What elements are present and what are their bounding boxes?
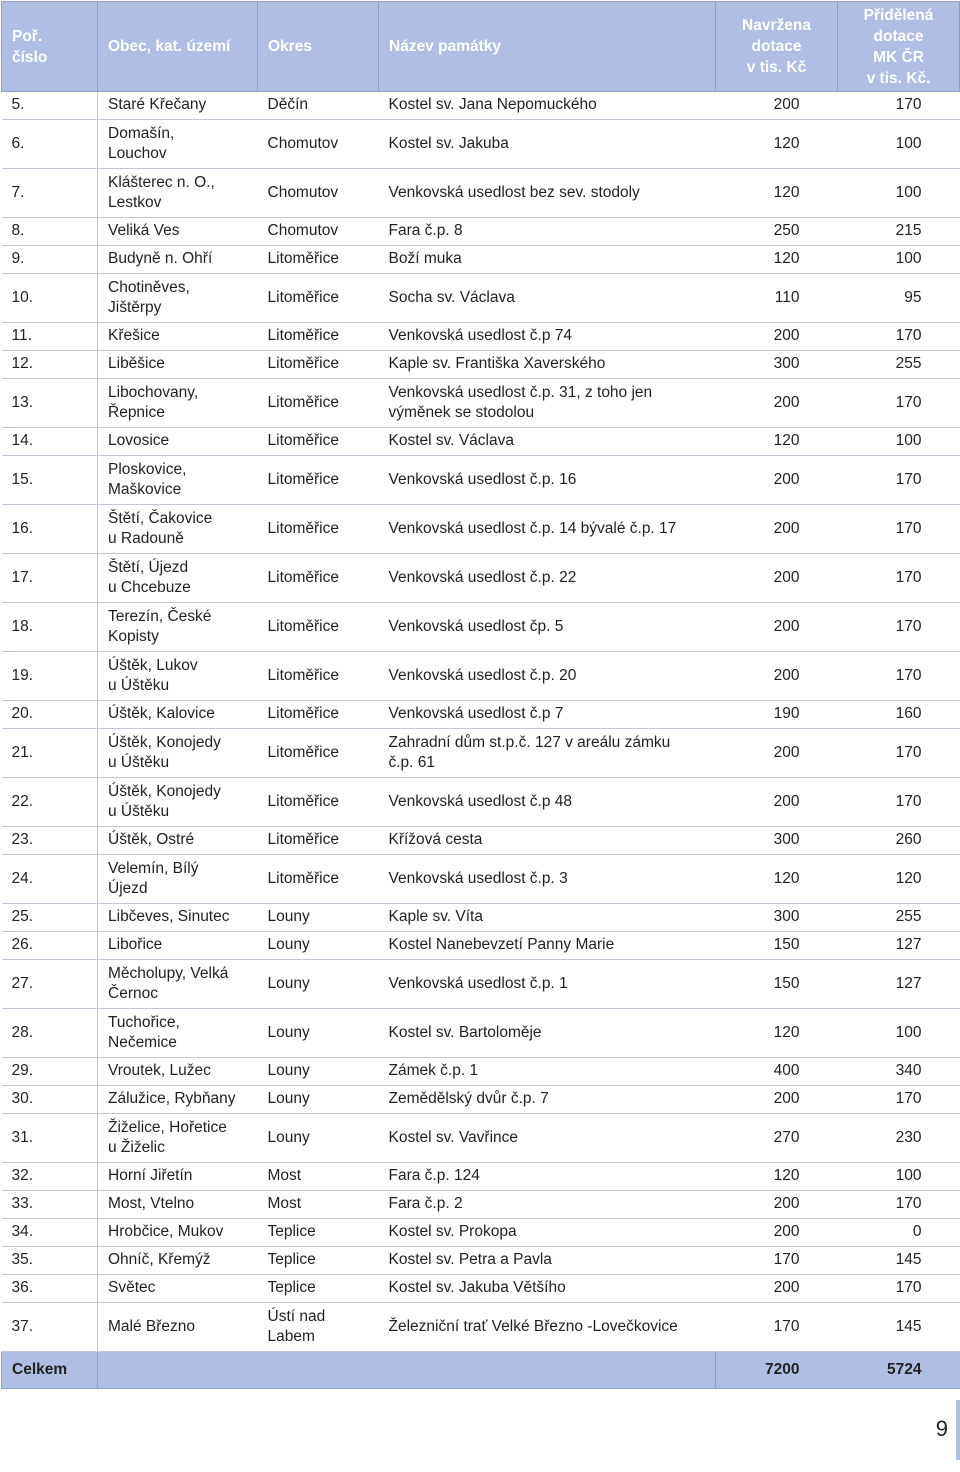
table-row (2, 1191, 960, 1219)
cell-no: 21. (2, 729, 98, 778)
cell-no: 8. (2, 218, 98, 246)
cell-navrzena: 200 (716, 603, 838, 652)
cell-navrzena: 300 (716, 904, 838, 932)
cell-okres: Louny (258, 904, 379, 932)
table-body (2, 92, 960, 1352)
cell-okres: Louny (258, 1086, 379, 1114)
cell-navrzena: 150 (716, 932, 838, 960)
table-row (2, 246, 960, 274)
cell-obec: Ploskovice, Maškovice (98, 456, 258, 505)
cell-pridelena: 127 (838, 960, 960, 1009)
cell-pridelena: 170 (838, 379, 960, 428)
cell-no: 20. (2, 701, 98, 729)
page-tab-marker (956, 1400, 960, 1460)
cell-okres: Louny (258, 1009, 379, 1058)
cell-okres: Litoměřice (258, 778, 379, 827)
table-row (2, 652, 960, 701)
cell-obec: Libčeves, Sinutec (98, 904, 258, 932)
cell-pridelena: 145 (838, 1247, 960, 1275)
cell-no: 10. (2, 274, 98, 323)
cell-navrzena: 150 (716, 960, 838, 1009)
cell-pridelena: 170 (838, 729, 960, 778)
cell-okres: Chomutov (258, 120, 379, 169)
header-navrzena: Navržena dotace v tis. Kč (716, 2, 838, 92)
cell-navrzena: 200 (716, 1275, 838, 1303)
cell-obec: Lovosice (98, 428, 258, 456)
cell-obec: Ohníč, Křemýž (98, 1247, 258, 1275)
cell-pridelena: 95 (838, 274, 960, 323)
cell-nazev: Venkovská usedlost č.p. 16 (379, 456, 716, 505)
cell-pridelena: 120 (838, 855, 960, 904)
cell-nazev: Venkovská usedlost č.p. 22 (379, 554, 716, 603)
table-row (2, 1114, 960, 1163)
cell-nazev: Socha sv. Václava (379, 274, 716, 323)
cell-navrzena: 200 (716, 379, 838, 428)
cell-pridelena: 170 (838, 778, 960, 827)
cell-pridelena: 100 (838, 169, 960, 218)
cell-no: 36. (2, 1275, 98, 1303)
cell-nazev: Venkovská usedlost čp. 5 (379, 603, 716, 652)
cell-navrzena: 120 (716, 428, 838, 456)
cell-no: 32. (2, 1163, 98, 1191)
cell-no: 30. (2, 1086, 98, 1114)
table-row (2, 351, 960, 379)
cell-no: 25. (2, 904, 98, 932)
cell-navrzena: 200 (716, 456, 838, 505)
cell-pridelena: 255 (838, 904, 960, 932)
cell-nazev: Kostel sv. Václava (379, 428, 716, 456)
cell-navrzena: 200 (716, 1086, 838, 1114)
cell-nazev: Venkovská usedlost č.p. 3 (379, 855, 716, 904)
cell-obec: Křešice (98, 323, 258, 351)
cell-pridelena: 215 (838, 218, 960, 246)
cell-no: 34. (2, 1219, 98, 1247)
cell-navrzena: 200 (716, 729, 838, 778)
cell-no: 14. (2, 428, 98, 456)
table-row (2, 505, 960, 554)
cell-no: 18. (2, 603, 98, 652)
cell-navrzena: 120 (716, 169, 838, 218)
cell-pridelena: 160 (838, 701, 960, 729)
cell-nazev: Venkovská usedlost č.p 74 (379, 323, 716, 351)
cell-okres: Teplice (258, 1275, 379, 1303)
cell-obec: Veliká Ves (98, 218, 258, 246)
table-row (2, 1058, 960, 1086)
cell-obec: Žiželice, Hořetice u Žiželic (98, 1114, 258, 1163)
cell-okres: Most (258, 1191, 379, 1219)
cell-navrzena: 250 (716, 218, 838, 246)
table-row (2, 1247, 960, 1275)
cell-navrzena: 120 (716, 1163, 838, 1191)
cell-nazev: Křížová cesta (379, 827, 716, 855)
cell-pridelena: 170 (838, 554, 960, 603)
table-row (2, 701, 960, 729)
cell-pridelena: 100 (838, 246, 960, 274)
cell-okres: Litoměřice (258, 554, 379, 603)
cell-no: 11. (2, 323, 98, 351)
cell-no: 29. (2, 1058, 98, 1086)
table-row (2, 323, 960, 351)
cell-okres: Chomutov (258, 218, 379, 246)
cell-nazev: Kaple sv. Františka Xaverského (379, 351, 716, 379)
cell-no: 15. (2, 456, 98, 505)
cell-pridelena: 230 (838, 1114, 960, 1163)
cell-nazev: Kostel sv. Vavřince (379, 1114, 716, 1163)
cell-obec: Domašín, Louchov (98, 120, 258, 169)
cell-nazev: Boží muka (379, 246, 716, 274)
cell-no: 22. (2, 778, 98, 827)
cell-navrzena: 120 (716, 120, 838, 169)
cell-okres: Litoměřice (258, 827, 379, 855)
table-row (2, 1163, 960, 1191)
cell-nazev: Venkovská usedlost č.p. 1 (379, 960, 716, 1009)
cell-nazev: Zámek č.p. 1 (379, 1058, 716, 1086)
cell-no: 16. (2, 505, 98, 554)
cell-obec: Tuchořice, Nečemice (98, 1009, 258, 1058)
cell-pridelena: 255 (838, 351, 960, 379)
cell-nazev: Venkovská usedlost č.p 7 (379, 701, 716, 729)
cell-pridelena: 170 (838, 92, 960, 120)
cell-okres: Louny (258, 932, 379, 960)
cell-okres: Litoměřice (258, 246, 379, 274)
table-row (2, 274, 960, 323)
cell-obec: Klášterec n. O., Lestkov (98, 169, 258, 218)
cell-nazev: Kostel sv. Jakuba (379, 120, 716, 169)
cell-obec: Budyně n. Ohří (98, 246, 258, 274)
cell-no: 5. (2, 92, 98, 120)
table-row (2, 729, 960, 778)
cell-obec: Zálužice, Rybňany (98, 1086, 258, 1114)
cell-obec: Úštěk, Ostré (98, 827, 258, 855)
grant-table (1, 1, 960, 1389)
cell-navrzena: 200 (716, 92, 838, 120)
header-pridelena: Přidělená dotace MK ČR v tis. Kč. (838, 2, 960, 92)
cell-okres: Litoměřice (258, 428, 379, 456)
cell-no: 35. (2, 1247, 98, 1275)
cell-okres: Litoměřice (258, 274, 379, 323)
header-obec: Obec, kat. území (98, 2, 258, 92)
cell-obec: Malé Březno (98, 1303, 258, 1352)
table-row (2, 960, 960, 1009)
cell-no: 31. (2, 1114, 98, 1163)
cell-navrzena: 300 (716, 827, 838, 855)
cell-navrzena: 200 (716, 554, 838, 603)
cell-nazev: Kostel sv. Petra a Pavla (379, 1247, 716, 1275)
cell-okres: Litoměřice (258, 456, 379, 505)
cell-obec: Libochovany, Řepnice (98, 379, 258, 428)
header-okres: Okres (258, 2, 379, 92)
cell-nazev: Venkovská usedlost č.p 48 (379, 778, 716, 827)
cell-navrzena: 200 (716, 1219, 838, 1247)
cell-obec: Vroutek, Lužec (98, 1058, 258, 1086)
cell-no: 27. (2, 960, 98, 1009)
table-header-row (2, 2, 960, 92)
header-nazev: Název památky (379, 2, 716, 92)
cell-pridelena: 170 (838, 1086, 960, 1114)
cell-navrzena: 110 (716, 274, 838, 323)
table-row (2, 932, 960, 960)
cell-no: 24. (2, 855, 98, 904)
cell-pridelena: 100 (838, 1009, 960, 1058)
cell-obec: Úštěk, Kalovice (98, 701, 258, 729)
cell-obec: Staré Křečany (98, 92, 258, 120)
cell-nazev: Kostel Nanebevzetí Panny Marie (379, 932, 716, 960)
table-row (2, 554, 960, 603)
cell-okres: Litoměřice (258, 323, 379, 351)
table-row (2, 379, 960, 428)
cell-okres: Litoměřice (258, 701, 379, 729)
cell-navrzena: 400 (716, 1058, 838, 1086)
table-row (2, 169, 960, 218)
cell-okres: Litoměřice (258, 855, 379, 904)
cell-no: 28. (2, 1009, 98, 1058)
cell-no: 6. (2, 120, 98, 169)
cell-no: 26. (2, 932, 98, 960)
cell-nazev: Zemědělský dvůr č.p. 7 (379, 1086, 716, 1114)
cell-obec: Úštěk, Lukov u Úštěku (98, 652, 258, 701)
cell-pridelena: 127 (838, 932, 960, 960)
cell-no: 33. (2, 1191, 98, 1219)
cell-nazev: Fara č.p. 124 (379, 1163, 716, 1191)
cell-okres: Litoměřice (258, 603, 379, 652)
cell-obec: Horní Jiřetín (98, 1163, 258, 1191)
cell-nazev: Zahradní dům st.p.č. 127 v areálu zámku č.p. 61 (379, 729, 716, 778)
table-row (2, 120, 960, 169)
cell-obec: Světec (98, 1275, 258, 1303)
total-pridelena: 5724 (838, 1352, 960, 1389)
cell-pridelena: 260 (838, 827, 960, 855)
table-row (2, 456, 960, 505)
cell-okres: Chomutov (258, 169, 379, 218)
cell-navrzena: 190 (716, 701, 838, 729)
cell-pridelena: 145 (838, 1303, 960, 1352)
cell-okres: Litoměřice (258, 379, 379, 428)
cell-pridelena: 170 (838, 603, 960, 652)
cell-obec: Chotiněves, Jištěrpy (98, 274, 258, 323)
cell-pridelena: 0 (838, 1219, 960, 1247)
cell-nazev: Kostel sv. Bartoloměje (379, 1009, 716, 1058)
cell-pridelena: 170 (838, 1191, 960, 1219)
cell-nazev: Venkovská usedlost č.p. 20 (379, 652, 716, 701)
cell-navrzena: 270 (716, 1114, 838, 1163)
cell-obec: Liběšice (98, 351, 258, 379)
cell-obec: Štětí, Čakovice u Radouně (98, 505, 258, 554)
table-row (2, 904, 960, 932)
cell-navrzena: 200 (716, 778, 838, 827)
cell-navrzena: 200 (716, 323, 838, 351)
cell-no: 19. (2, 652, 98, 701)
cell-okres: Teplice (258, 1247, 379, 1275)
table-row (2, 855, 960, 904)
cell-okres: Litoměřice (258, 505, 379, 554)
cell-nazev: Fara č.p. 8 (379, 218, 716, 246)
cell-no: 9. (2, 246, 98, 274)
cell-nazev: Kostel sv. Jana Nepomuckého (379, 92, 716, 120)
cell-obec: Měcholupy, Velká Černoc (98, 960, 258, 1009)
total-label: Celkem (2, 1352, 98, 1389)
cell-okres: Louny (258, 1114, 379, 1163)
cell-okres: Litoměřice (258, 652, 379, 701)
total-row (2, 1352, 960, 1389)
cell-no: 37. (2, 1303, 98, 1352)
cell-no: 13. (2, 379, 98, 428)
table-row (2, 1086, 960, 1114)
cell-nazev: Venkovská usedlost bez sev. stodoly (379, 169, 716, 218)
table-row (2, 1219, 960, 1247)
table-row (2, 1303, 960, 1352)
cell-navrzena: 300 (716, 351, 838, 379)
table-row (2, 218, 960, 246)
cell-obec: Úštěk, Konojedy u Úštěku (98, 729, 258, 778)
cell-pridelena: 340 (838, 1058, 960, 1086)
cell-okres: Louny (258, 1058, 379, 1086)
cell-nazev: Venkovská usedlost č.p. 31, z toho jen výměnek se stodolou (379, 379, 716, 428)
cell-no: 23. (2, 827, 98, 855)
cell-nazev: Venkovská usedlost č.p. 14 bývalé č.p. 17 (379, 505, 716, 554)
cell-okres: Litoměřice (258, 351, 379, 379)
cell-navrzena: 120 (716, 246, 838, 274)
cell-no: 12. (2, 351, 98, 379)
cell-navrzena: 120 (716, 855, 838, 904)
table-row (2, 827, 960, 855)
cell-nazev: Kostel sv. Prokopa (379, 1219, 716, 1247)
cell-no: 7. (2, 169, 98, 218)
cell-obec: Hrobčice, Mukov (98, 1219, 258, 1247)
cell-okres: Most (258, 1163, 379, 1191)
cell-okres: Děčín (258, 92, 379, 120)
header-no: Poř. číslo (2, 2, 98, 92)
cell-pridelena: 170 (838, 1275, 960, 1303)
cell-navrzena: 200 (716, 505, 838, 554)
table-row (2, 1275, 960, 1303)
cell-nazev: Kostel sv. Jakuba Většího (379, 1275, 716, 1303)
cell-okres: Litoměřice (258, 729, 379, 778)
cell-navrzena: 170 (716, 1247, 838, 1275)
cell-pridelena: 170 (838, 456, 960, 505)
table-row (2, 428, 960, 456)
cell-obec: Terezín, České Kopisty (98, 603, 258, 652)
cell-navrzena: 200 (716, 652, 838, 701)
cell-obec: Úštěk, Konojedy u Úštěku (98, 778, 258, 827)
cell-obec: Štětí, Újezd u Chcebuze (98, 554, 258, 603)
cell-nazev: Fara č.p. 2 (379, 1191, 716, 1219)
cell-okres: Louny (258, 960, 379, 1009)
total-spacer (98, 1352, 716, 1389)
cell-pridelena: 170 (838, 652, 960, 701)
cell-okres: Teplice (258, 1219, 379, 1247)
table-row (2, 92, 960, 120)
cell-obec: Libořice (98, 932, 258, 960)
cell-nazev: Kaple sv. Víta (379, 904, 716, 932)
cell-navrzena: 200 (716, 1191, 838, 1219)
page-number: 9 (935, 1416, 948, 1441)
table-row (2, 1009, 960, 1058)
cell-pridelena: 100 (838, 1163, 960, 1191)
cell-nazev: Železniční trať Velké Březno -Lovečkovice (379, 1303, 716, 1352)
cell-okres: Ústí nad Labem (258, 1303, 379, 1352)
cell-pridelena: 100 (838, 428, 960, 456)
cell-pridelena: 170 (838, 323, 960, 351)
table-row (2, 778, 960, 827)
cell-navrzena: 170 (716, 1303, 838, 1352)
cell-no: 17. (2, 554, 98, 603)
cell-obec: Most, Vtelno (98, 1191, 258, 1219)
cell-pridelena: 100 (838, 120, 960, 169)
cell-pridelena: 170 (838, 505, 960, 554)
cell-navrzena: 120 (716, 1009, 838, 1058)
table-row (2, 603, 960, 652)
total-navrzena: 7200 (716, 1352, 838, 1389)
cell-obec: Velemín, Bílý Újezd (98, 855, 258, 904)
